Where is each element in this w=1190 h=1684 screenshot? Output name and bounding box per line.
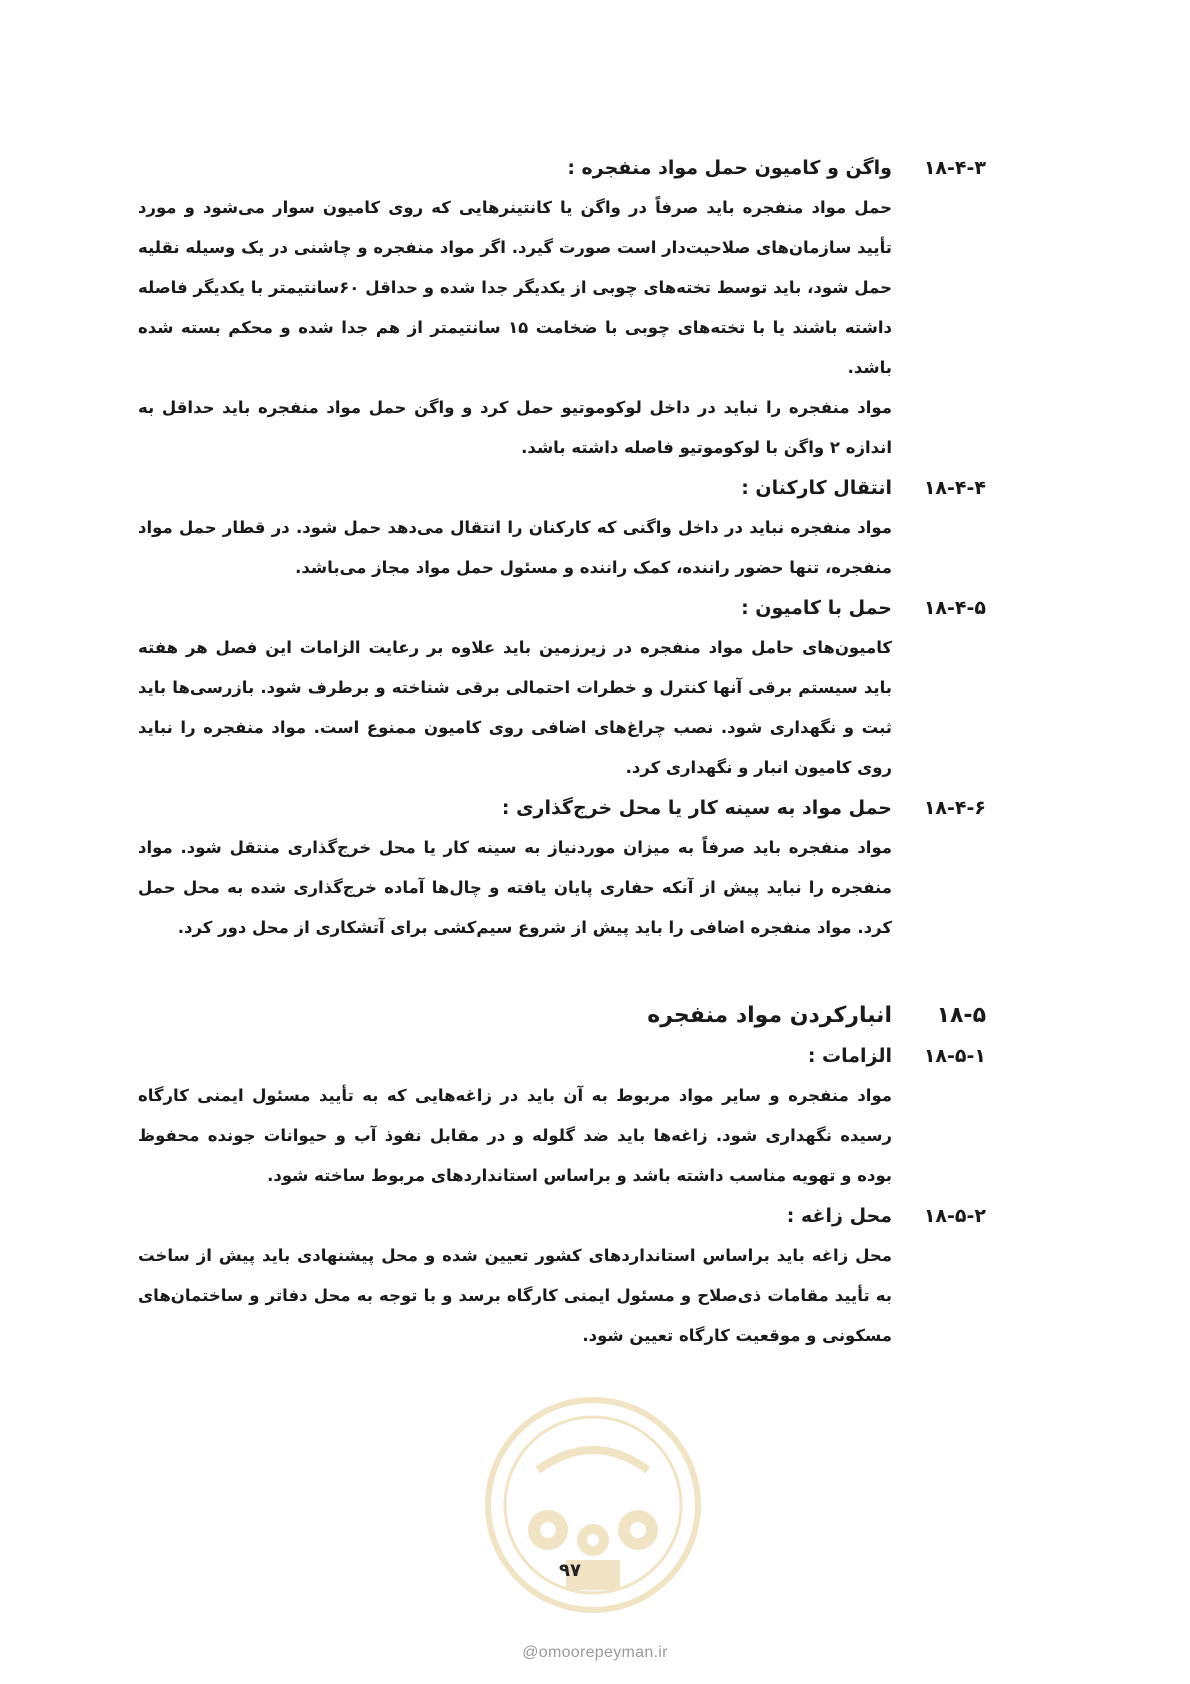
section-heading [138,1196,986,1236]
section-title: انتقال کارکنان : [741,477,892,499]
section-heading [138,588,986,628]
section-title: محل زاغه : [786,1205,892,1227]
section-number: ۱۸-۴-۵ [923,597,986,619]
chapter-number: ۱۸-۵ [936,1003,986,1028]
chapter-title: انبارکردن مواد منفجره [647,1003,892,1028]
section-paragraph: مواد منفجره نباید در داخل واگنی که کارکنان را انتقال می‌دهد حمل شود. در قطار حمل مواد منفجره، تنها حضور راننده، کمک راننده و مسئول حمل مواد مجاز می‌باشد. [138,518,892,577]
section-paragraph: مواد منفجره را نباید در داخل لوکوموتیو حمل کرد و واگن حمل مواد منفجره باید حداقل به اندازه ۲ واگن با لوکوموتیو فاصله داشته باشد. [138,398,892,457]
section-title: واگن و کامیون حمل مواد منفجره : [567,157,892,179]
section-heading [138,788,986,828]
section-number: ۱۸-۵-۲ [923,1205,986,1227]
section-paragraph: حمل مواد منفجره باید صرفاً در واگن یا کانتینرهایی که روی کامیون سوار می‌شود و مورد تأیید سازمان‌های صلاحیت‌دار است صورت گیرد. اگر مواد منفجره و چاشنی در یک وسیله نقلیه حمل شود، باید توسط تخته‌های چوبی از یکدیگر جدا شده و حداقل ۶۰سانتیمتر با یکدیگر فاصله داشته باشند یا با تخته‌های چوبی با ضخامت ۱۵ سانتیمتر از هم جدا شده و محکم بسته شده باشد. [138,198,892,377]
section-number: ۱۸-۴-۳ [923,157,986,179]
section-heading [138,148,986,188]
section-title: حمل مواد به سینه کار یا محل خرج‌گذاری : [501,797,892,819]
page-number: ۹۷ [559,1560,581,1581]
chapter-heading [138,996,986,1036]
section-paragraph: محل زاغه باید براساس استانداردهای کشور تعیین شده و محل پیشنهادی باید پیش از ساخت به تأیید مقامات ذی‌صلاح و مسئول ایمنی کارگاه برسد و با توجه به محل دفاتر و ساختمان‌های مسکونی و موقعیت کارگاه تعیین شود. [138,1246,892,1345]
section-number: ۱۸-۴-۴ [923,477,986,499]
document-body [138,148,986,1356]
section-paragraph: مواد منفجره باید صرفاً به میزان موردنیاز به سینه کار یا محل خرج‌گذاری منتقل شود. مواد منفجره را نباید پیش از آنکه حفاری پایان یافته و چال‌ها آماده خرج‌گذاری شده به محل حمل کرد. مواد منفجره اضافی را باید پیش از شروع سیم‌کشی برای آتشکاری از محل دور کرد. [138,838,892,937]
section-number: ۱۸-۴-۶ [923,797,986,819]
section-number: ۱۸-۵-۱ [923,1045,986,1067]
section-heading [138,1036,986,1076]
section-title: حمل با کامیون : [741,597,892,619]
footer-site-url: @omoorepeyman.ir [522,1644,668,1661]
section-heading [138,468,986,508]
section-title: الزامات : [807,1045,892,1067]
section-paragraph: مواد منفجره و سایر مواد مربوط به آن باید در زاغه‌هایی که به تأیید مسئول ایمنی کارگاه رسیده نگهداری شود. زاغه‌ها باید ضد گلوله و در مقابل نفوذ آب و حیوانات جونده محفوظ بوده و تهویه مناسب داشته باشد و براساس استانداردهای مربوط ساخته شود. [138,1086,892,1185]
section-paragraph: کامیون‌های حامل مواد منفجره در زیرزمین باید علاوه بر رعایت الزامات این فصل هر هفته باید سیستم برقی آنها کنترل و خطرات احتمالی برقی شناخته و برطرف شود. بازرسی‌ها باید ثبت و نگهداری شود. نصب چراغ‌های اضافی روی کامیون ممنوع است. مواد منفجره را نباید روی کامیون انبار و نگهداری کرد. [138,638,892,777]
seal-logo-icon [478,1390,708,1620]
